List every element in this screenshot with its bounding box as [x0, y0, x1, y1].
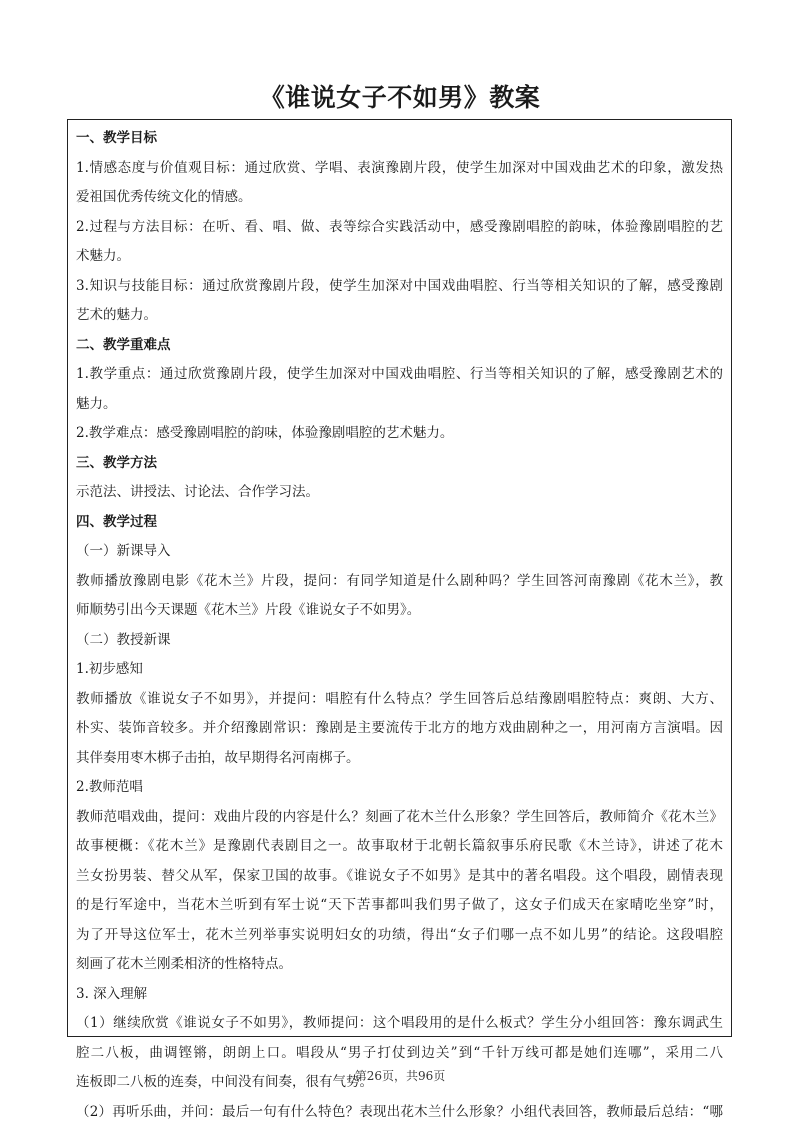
page-title: 《谁说女子不如男》教案	[259, 83, 541, 112]
text-line: 的是行军途中，当花木兰听到有军士说“天下苦事都叫我们男子做了，这女子们成天在家晴吃坐穿”时，	[76, 897, 723, 913]
text-line: 术魅力。	[76, 248, 130, 264]
text-line: 故事梗概：《花木兰》是豫剧代表剧目之一。故事取材于北朝长篇叙事乐府民歌《木兰诗》，讲述了花木	[76, 838, 723, 854]
text-line: 教师播放豫剧电影《花木兰》片段，提问：有同学知道是什么剧种吗？学生回答河南豫剧《花木兰》，教	[76, 572, 723, 589]
text-line: 魅力。	[76, 395, 117, 412]
lesson-plan-body	[76, 124, 723, 1127]
text-line: 其伴奏用枣木梆子击拍，故早期得名河南梆子。	[76, 749, 360, 766]
text-line: 为了开导这位军士，花木兰列举事实说明妇女的功绩，得出“女子们哪一点不如儿男”的结论。这段唱腔	[76, 926, 723, 943]
text-line: （二）教授新课	[76, 631, 171, 648]
text-line: 示范法、讲授法、讨论法、合作学习法。	[76, 484, 319, 500]
text-line: 2.教学难点：感受豫剧唱腔的韵味，体验豫剧唱腔的艺术魅力。	[76, 425, 454, 441]
text-line: 兰女扮男装、替父从军，保家卫国的故事。《谁说女子不如男》是其中的著名唱段。这个唱段，剧情表现	[76, 867, 723, 884]
text-line: 2.教师范唱	[76, 779, 143, 795]
text-line: （一）新课导入	[76, 543, 171, 559]
text-line: 1.初步感知	[76, 661, 143, 677]
text-line: 腔二八板，曲调铿锵，朗朗上口。唱段从“男子打仗到边关”到“千针万线可都是她们连哪”，采用二八	[76, 1044, 723, 1061]
text-line: 3.知识与技能目标：通过欣赏豫剧片段，使学生加深对中国戏曲唱腔、行当等相关知识的了解，感受豫剧	[76, 277, 723, 294]
section-heading: 三、教学方法	[76, 454, 157, 471]
text-line: 朴实、装饰音较多。并介绍豫剧常识：豫剧是主要流传于北方的地方戏曲剧种之一，用河南方言演唱。因	[76, 720, 723, 736]
text-line: 师顺势引出今天课题《花木兰》片段《谁说女子不如男》。	[76, 602, 421, 618]
text-line: 1.教学重点：通过欣赏豫剧片段，使学生加深对中国戏曲唱腔、行当等相关知识的了解，感受豫剧艺术的	[76, 366, 723, 382]
text-line: 艺术的魅力。	[76, 307, 157, 323]
text-line: 连板即二八板的连奏，中间没有间奏，很有气势。	[76, 1074, 373, 1090]
text-line: 3. 深入理解	[76, 985, 148, 1002]
text-line: 教师播放《谁说女子不如男》，并提问：唱腔有什么特点？学生回答后总结豫剧唱腔特点：爽朗、大方、	[76, 690, 723, 707]
page-footer: 第26页，共96页	[354, 1069, 446, 1083]
text-line: （2）再听乐曲，并问：最后一句有什么特色？表现出花木兰什么形象？小组代表回答，教师最后总结：“哪	[76, 1103, 723, 1120]
section-heading: 二、教学重难点	[76, 336, 171, 353]
text-line: 刻画了花木兰刚柔相济的性格特点。	[76, 956, 292, 972]
text-line: （1）继续欣赏《谁说女子不如男》，教师提问：这个唱段用的是什么板式？学生分小组回答：豫东调武生	[76, 1015, 723, 1031]
section-heading: 一、教学目标	[76, 130, 157, 146]
text-line: 爱祖国优秀传统文化的情感。	[76, 189, 252, 205]
text-line: 2.过程与方法目标：在听、看、唱、做、表等综合实践活动中，感受豫剧唱腔的韵味，体验豫剧唱腔的艺	[76, 218, 723, 235]
text-line: 教师范唱戏曲，提问：戏曲片段的内容是什么？刻画了花木兰什么形象？学生回答后，教师简介《花木兰》	[76, 808, 723, 825]
section-heading: 四、教学过程	[76, 513, 157, 530]
text-line: 1.情感态度与价值观目标：通过欣赏、学唱、表演豫剧片段，使学生加深对中国戏曲艺术的印象，激发热	[76, 159, 723, 176]
